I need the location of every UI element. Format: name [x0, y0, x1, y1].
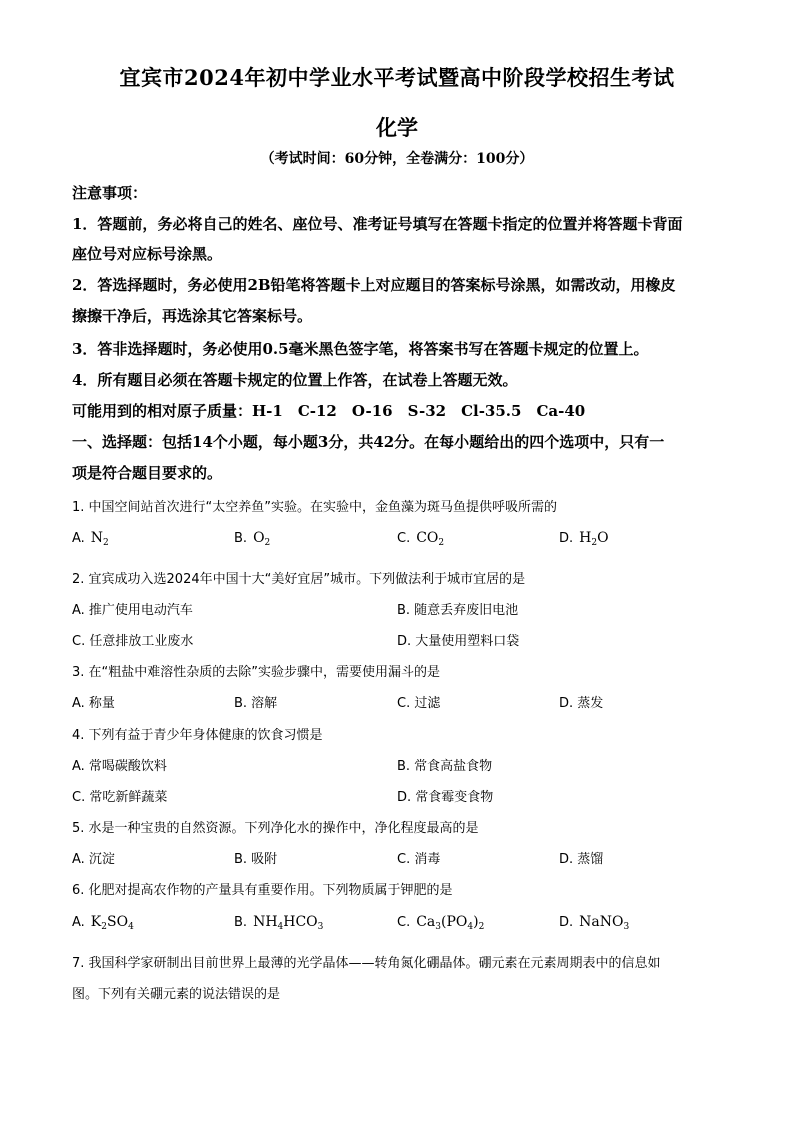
question-6-option-b: B. $NH_4HCO_3$	[234, 914, 324, 932]
exam-info: （考试时间：60分钟，全卷满分：100分）	[260, 151, 534, 167]
question-4-option-b: B. 常食高盐食物	[397, 759, 493, 774]
question-6-option-a: A. $K_2SO_4$	[72, 914, 134, 932]
note-line-2: 座位号对应标号涂黑。	[72, 245, 223, 263]
question-6-option-d: D. NaNO$_3$	[559, 914, 630, 932]
note-line-5: 3．答非选择题时，务必使用0.5毫米黑色签字笔，将答案书写在答题卡规定的位置上。	[72, 340, 649, 358]
question-2-stem: 2. 宜宾成功入选2024年中国十大“美好宜居”城市。下列做法利于城市宜居的是	[72, 572, 526, 587]
question-7-stem-line-1: 7. 我国科学家研制出目前世界上最薄的光学晶体——转角氮化硼晶体。硼元素在元素周期表中的信息如	[72, 956, 661, 971]
note-line-3: 2．答选择题时，务必使用2B铅笔将答题卡上对应题目的答案标号涂黑，如需改动，用橡皮	[72, 276, 676, 294]
question-5-option-a: A. 沉淀	[72, 852, 115, 867]
question-5-stem: 5. 水是一种宝贵的自然资源。下列净化水的操作中，净化程度最高的是	[72, 821, 479, 836]
note-line-6: 4．所有题目必须在答题卡规定的位置上作答，在试卷上答题无效。	[72, 371, 518, 389]
question-4-option-d: D. 常食霉变食物	[397, 790, 494, 805]
question-7-stem-line-2: 图。下列有关硼元素的说法错误的是	[72, 987, 281, 1002]
atomic-mass: 可能用到的相对原子质量：H-1 C-12 O-16 S-32 Cl-35.5 Ca-40	[72, 402, 586, 420]
notes-heading: 注意事项：	[72, 184, 148, 202]
question-2-option-a: A. 推广使用电动汽车	[72, 603, 193, 618]
exam-title: 宜宾市2024年初中学业水平考试暨高中阶段学校招生考试	[119, 65, 675, 90]
question-3-option-b: B. 溶解	[234, 696, 278, 711]
question-3-option-a: A. 称量	[72, 696, 115, 711]
question-1-option-b: B. $O_2$	[234, 530, 271, 548]
question-3-stem: 3. 在“粗盐中难溶性杂质的去除”实验步骤中，需要使用漏斗的是	[72, 665, 441, 680]
question-1-option-d: D. $H_2O$	[559, 530, 609, 548]
question-5-option-c: C. 消毒	[397, 852, 441, 867]
question-4-option-c: C. 常吃新鲜蔬菜	[72, 790, 168, 805]
question-1-option-a: A. $N_2$	[72, 530, 109, 548]
question-2-option-d: D. 大量使用塑料口袋	[397, 634, 520, 649]
question-6-stem: 6. 化肥对提高农作物的产量具有重要作用。下列物质属于钾肥的是	[72, 883, 453, 898]
question-2-option-b: B. 随意丢弃废旧电池	[397, 603, 519, 618]
section-heading-line-1: 一、选择题：包括14个小题，每小题3分，共42分。在每小题给出的四个选项中，只有一	[72, 433, 665, 451]
question-1-option-c: C. $CO_2$	[397, 530, 445, 548]
question-4-option-a: A. 常喝碳酸饮料	[72, 759, 167, 774]
question-3-option-d: D. 蒸发	[559, 696, 604, 711]
question-5-option-d: D. 蒸馏	[559, 852, 604, 867]
section-heading-line-2: 项是符合题目要求的。	[72, 464, 223, 482]
question-6-option-c: C. $Ca_3(PO_4)_2$	[397, 914, 485, 932]
note-line-1: 1．答题前，务必将自己的姓名、座位号、准考证号填写在答题卡指定的位置并将答题卡背面	[72, 215, 683, 233]
question-4-stem: 4. 下列有益于青少年身体健康的饮食习惯是	[72, 728, 323, 743]
question-5-option-b: B. 吸附	[234, 852, 278, 867]
question-1-stem: 1. 中国空间站首次进行“太空养鱼”实验。在实验中，金鱼藻为斑马鱼提供呼吸所需的	[72, 500, 558, 515]
question-2-option-c: C. 任意排放工业废水	[72, 634, 194, 649]
note-line-4: 擦擦干净后，再选涂其它答案标号。	[72, 307, 313, 325]
question-3-option-c: C. 过滤	[397, 696, 441, 711]
subject-title: 化学	[376, 115, 418, 140]
